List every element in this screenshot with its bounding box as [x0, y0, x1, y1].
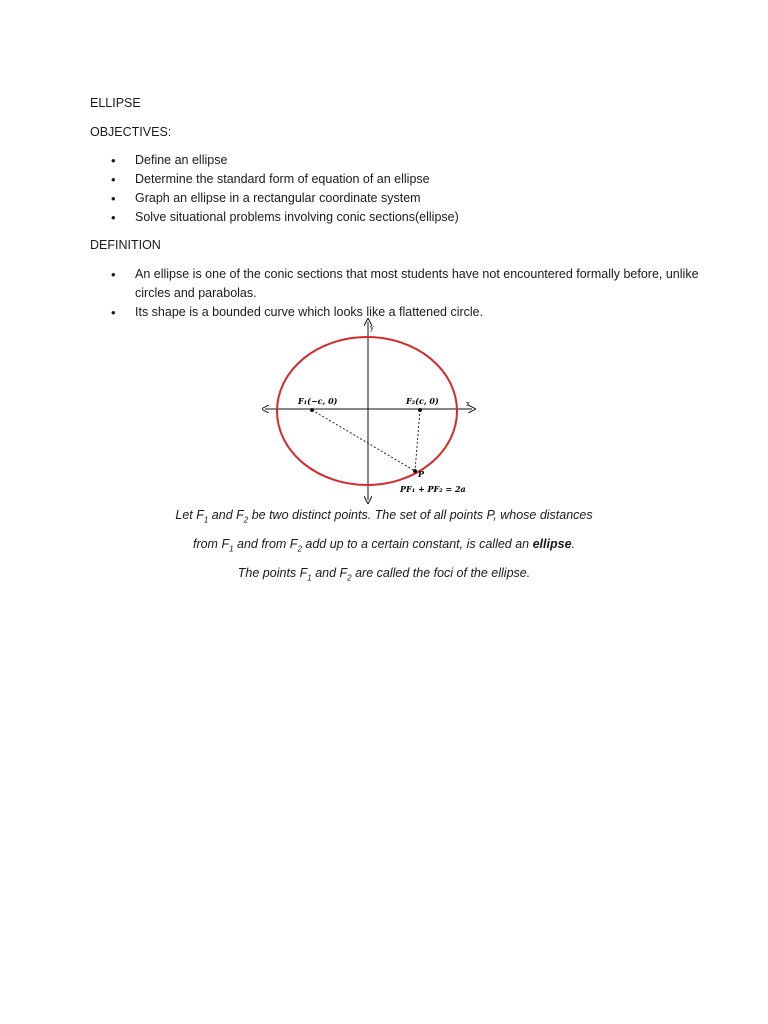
caption-text: The points F	[237, 566, 308, 580]
definition-list	[90, 265, 710, 322]
ellipse-term: ellipse	[532, 537, 572, 551]
caption-text: and from F	[233, 537, 298, 551]
caption-text: from F	[192, 537, 230, 551]
caption-text: and F	[208, 508, 244, 522]
pf2-segment	[415, 410, 420, 471]
objectives-list	[90, 151, 710, 227]
sum-equation: PF₁ + PF₂ = 2a	[400, 484, 466, 494]
ellipse-curve	[277, 337, 457, 485]
point-p-label: P	[418, 469, 425, 479]
y-axis-label: y	[370, 324, 374, 332]
caption-line-1	[0, 508, 768, 525]
list-item: • An ellipse is one of the conic sections that most students have not encountered formally before, unlike circles and parabolas.	[90, 265, 710, 303]
focus2-point	[418, 408, 422, 412]
caption-text: .	[571, 537, 576, 551]
focus1-label: F₁(−c, 0)	[298, 396, 338, 406]
list-item: • Its shape is a bounded curve which looks like a flattened circle.	[90, 303, 710, 322]
caption-line-3	[0, 566, 768, 583]
caption-text: be two distinct points. The set of all points P, whose distances	[248, 508, 593, 522]
point-p	[413, 469, 417, 473]
list-item: • Define an ellipse	[90, 151, 710, 170]
focus1-point	[310, 408, 314, 412]
caption-line-2	[0, 537, 768, 554]
list-item: • Determine the standard form of equation of an ellipse	[90, 170, 710, 189]
subscript: 1	[307, 573, 312, 583]
subscript: 2	[297, 544, 302, 554]
subscript: 2	[243, 515, 249, 525]
caption-text: and F	[311, 566, 348, 580]
subscript: 2	[347, 573, 352, 583]
objectives-heading: OBJECTIVES:	[90, 125, 172, 139]
ellipse-figure	[262, 318, 476, 504]
definition-heading: DEFINITION	[90, 238, 161, 252]
caption-text: add up to a certain constant, is called an	[301, 537, 533, 551]
subscript: 1	[229, 544, 234, 554]
caption-text: Let F	[175, 508, 204, 522]
x-axis-label: x	[466, 400, 470, 408]
document-title: ELLIPSE	[90, 96, 141, 110]
pf1-segment	[312, 410, 415, 471]
list-item: • Solve situational problems involving conic sections(ellipse)	[90, 208, 710, 227]
list-item: • Graph an ellipse in a rectangular coordinate system	[90, 189, 710, 208]
caption-text: are called the foci of the ellipse.	[351, 566, 531, 580]
subscript: 1	[203, 515, 209, 525]
focus2-label: F₂(c, 0)	[406, 396, 439, 406]
